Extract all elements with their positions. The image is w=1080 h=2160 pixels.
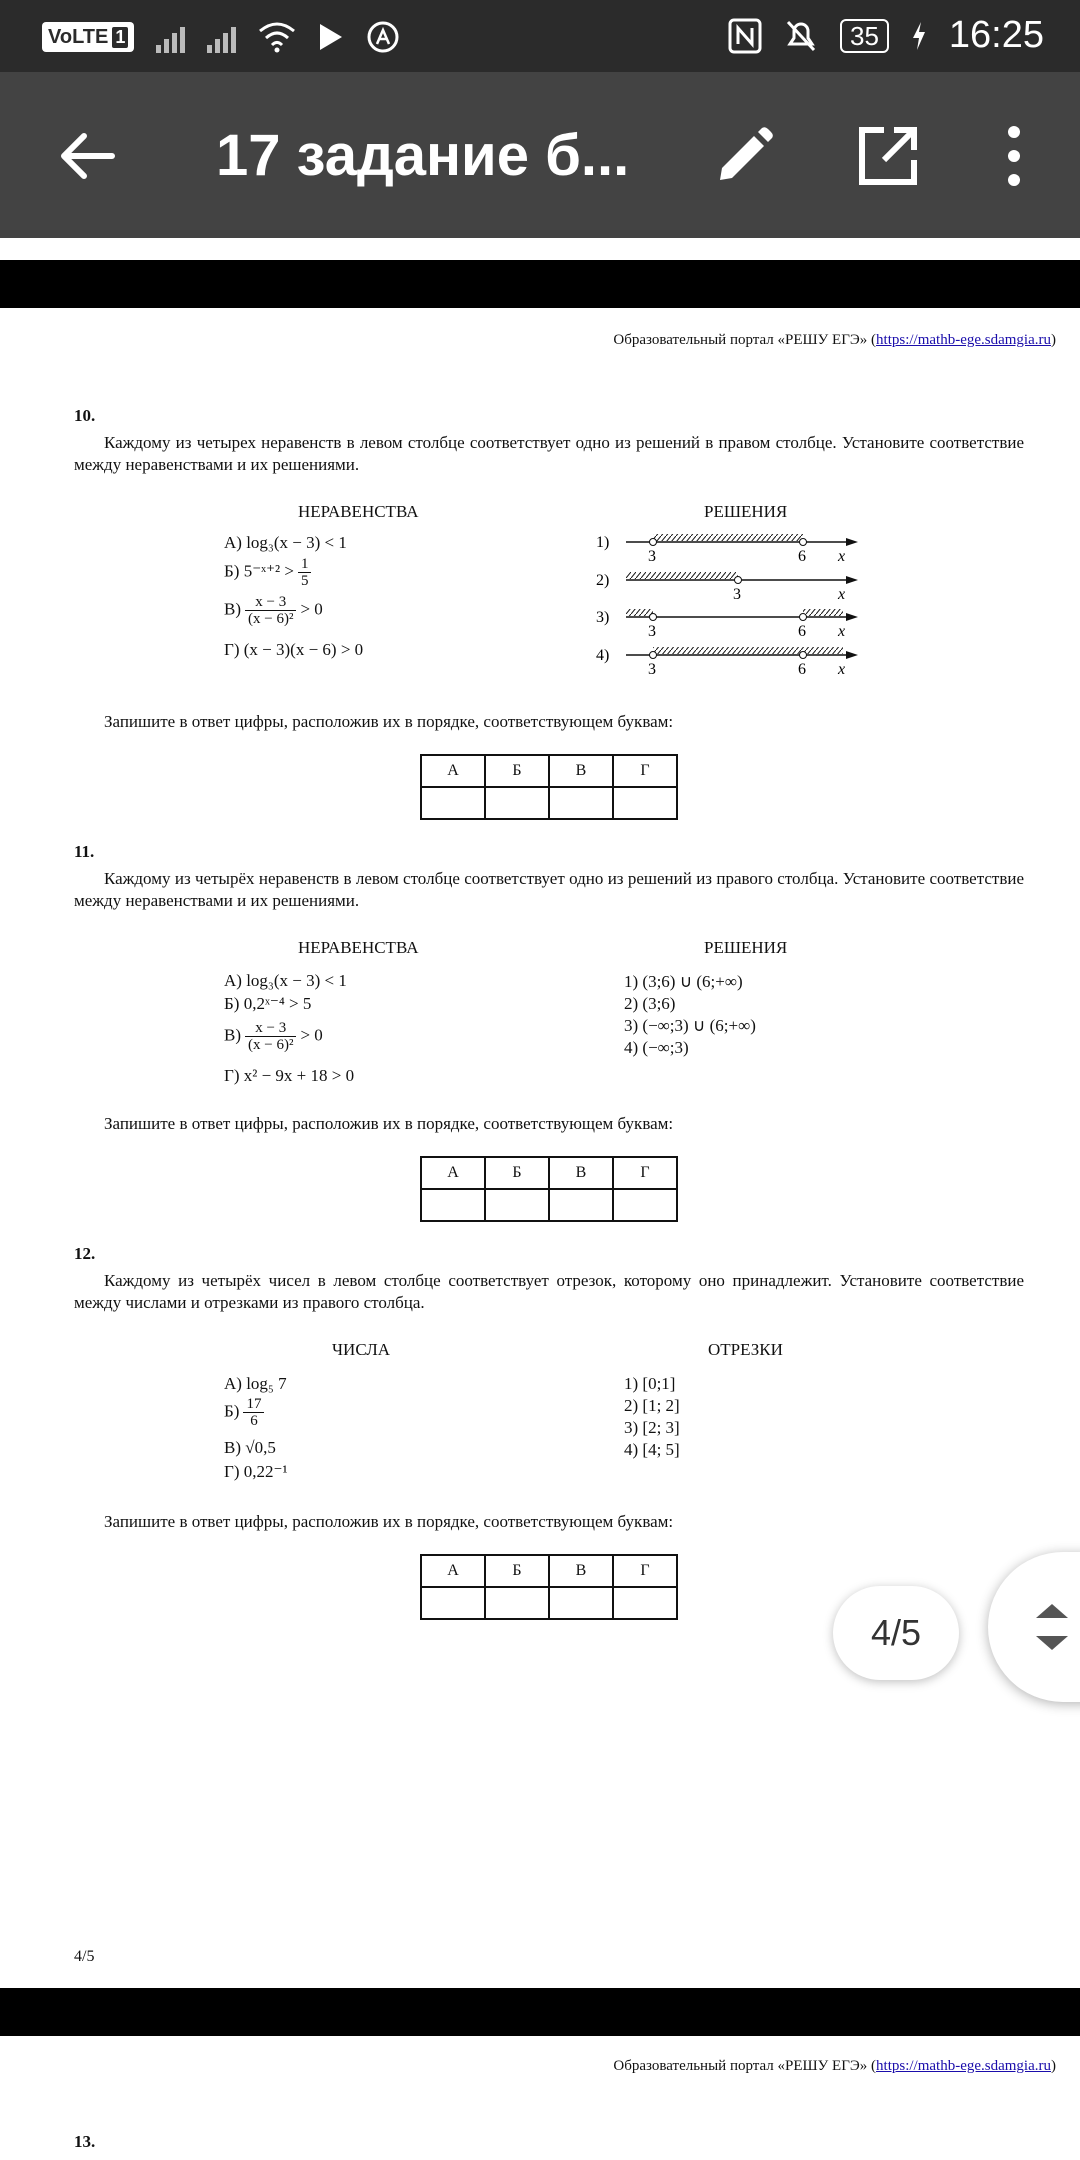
page-separator — [0, 260, 1080, 308]
svg-text:6: 6 — [798, 661, 806, 674]
svg-text:6: 6 — [798, 548, 806, 565]
back-arrow-icon[interactable] — [52, 120, 124, 192]
edit-pencil-icon[interactable] — [712, 124, 776, 188]
pdf-page-next — [0, 2036, 1080, 2160]
q10-text: Каждому из четырех неравенств в левом столбце соответствует одно из решений в правом столбце. Установите соответствие между неравенствами и их решениями. — [74, 433, 1024, 474]
q11-item-a: А) log₃(x − 3) < 1 — [224, 971, 347, 990]
wifi-icon — [258, 21, 296, 53]
q13-number: 13. — [74, 2132, 96, 2151]
q10-number: 10. — [74, 406, 96, 425]
volte-label: VoLTE — [48, 25, 109, 48]
q11-right-head: РЕШЕНИЯ — [704, 938, 788, 957]
header-text: Образовательный портал «РЕШУ ЕГЭ» ( — [613, 332, 877, 348]
signal-2-icon — [207, 21, 236, 53]
charging-icon — [911, 20, 927, 52]
svg-text:x: x — [838, 623, 846, 640]
page-indicator: 4/5 — [833, 1586, 959, 1680]
sol3-label: 3) — [596, 609, 610, 626]
translate-icon — [366, 20, 400, 54]
q11-text: Каждому из четырёх неравенств в левом столбце соответствует одно из решений из правого столбца. Установите соответствие между неравенствами и их решениями. — [74, 869, 1024, 910]
svg-text:x: x — [838, 661, 846, 674]
q10-item-d: Г) (x − 3)(x − 6) > 0 — [224, 640, 364, 659]
q11-item-d: Г) x² − 9x + 18 > 0 — [224, 1066, 355, 1085]
svg-text:3: 3 — [648, 548, 656, 565]
header-link-next[interactable]: https://mathb-ege.sdamgia.ru — [876, 2058, 1051, 2074]
pdf-page — [0, 308, 1080, 1988]
q12-instruction: Запишите в ответ цифры, расположив их в порядке, соответствующем буквам: — [104, 1512, 674, 1531]
page-header — [613, 332, 1056, 349]
q12-left-head: ЧИСЛА — [332, 1340, 391, 1359]
q11-solution-4: 4) (−∞;3) — [624, 1038, 689, 1057]
q12-solution-3: 3) [2; 3] — [624, 1418, 680, 1437]
q12-solution-4: 4) [4; 5] — [624, 1440, 680, 1459]
header-close: ) — [1051, 332, 1056, 348]
q10-right-head: РЕШЕНИЯ — [704, 502, 788, 521]
svg-text:x: x — [838, 548, 846, 565]
play-icon — [318, 22, 344, 52]
q11-number: 11. — [74, 842, 95, 861]
q10-item-a: А) log₃(x − 3) < 1 — [224, 533, 347, 552]
q10-instruction: Запишите в ответ цифры, расположив их в порядке, соответствующем буквам: — [104, 712, 674, 731]
more-vert-icon[interactable] — [996, 122, 1032, 190]
open-external-icon[interactable] — [854, 122, 922, 190]
q10-solutions-number-lines — [596, 524, 886, 674]
svg-text:3: 3 — [648, 661, 656, 674]
q12-item-d: Г) 0,22⁻¹ — [224, 1462, 288, 1481]
q11-item-b: Б) 0,2ˣ⁻⁴ > 5 — [224, 994, 312, 1013]
svg-text:3: 3 — [733, 586, 741, 603]
q12-text: Каждому из четырёх чисел в левом столбце соответствует отрезок, которому оно принадлежит. Установите соответствие между числами и отрезками из правого столбца. — [74, 1271, 1024, 1312]
svg-text:6: 6 — [798, 623, 806, 640]
svg-text:3: 3 — [648, 623, 656, 640]
battery-indicator: 35 — [840, 19, 889, 53]
q11-solution-3: 3) (−∞;3) ∪ (6;+∞) — [624, 1016, 756, 1035]
q12-item-a: А) log₅ 7 — [224, 1374, 287, 1393]
document-title: 17 задание б... — [216, 123, 630, 188]
q11-solution-1: 1) (3;6) ∪ (6;+∞) — [624, 972, 743, 991]
sol1-label: 1) — [596, 534, 610, 551]
page-separator-2 — [0, 1988, 1080, 2036]
q12-right-head: ОТРЕЗКИ — [708, 1340, 783, 1359]
q12-solution-1: 1) [0;1] — [624, 1374, 676, 1393]
sol2-label: 2) — [596, 572, 610, 589]
q12-item-b: Б) $\frac{17}{6}$ — [224, 1396, 268, 1429]
sol4-label: 4) — [596, 647, 610, 664]
q12-item-c: В) √0,5 — [224, 1438, 276, 1457]
header-link[interactable]: https://mathb-ege.sdamgia.ru — [876, 332, 1051, 348]
scroll-updown-icon — [1032, 1596, 1072, 1658]
q10-item-c: В) $\frac{x - 3}{\text{(x − 6)²}}$ > 0 — [224, 594, 323, 627]
q12-number: 12. — [74, 1244, 96, 1263]
svg-text:x: x — [838, 586, 846, 603]
nfc-icon — [728, 18, 762, 54]
q10-left-head: НЕРАВЕНСТВА — [298, 502, 419, 521]
q10-answer-table: А Б В Г — [420, 754, 678, 820]
app-bar — [0, 72, 1080, 238]
q11-instruction: Запишите в ответ цифры, расположив их в порядке, соответствующем буквам: — [104, 1114, 674, 1133]
clock: 16:25 — [948, 14, 1044, 56]
q12-answer-table: А Б В Г — [420, 1554, 678, 1620]
q11-answer-table: А Б В Г — [420, 1156, 678, 1222]
status-bar — [0, 0, 1080, 72]
q11-item-c: В) $\frac{x - 3}{\text{(x − 6)²}}$ > 0 — [224, 1020, 323, 1053]
volte-slot: 1 — [112, 27, 128, 48]
q11-solution-2: 2) (3;6) — [624, 994, 676, 1013]
q12-solution-2: 2) [1; 2] — [624, 1396, 680, 1415]
q10-item-b: Б) 5⁻ˣ⁺² > $\frac{1}{5}$ — [224, 556, 315, 589]
signal-icon — [156, 21, 185, 53]
mute-icon — [784, 18, 818, 54]
page-number: 4/5 — [74, 1948, 95, 1965]
page-header-next: Образовательный портал «РЕШУ ЕГЭ» (https://mathb-ege.sdamgia.ru) — [613, 2058, 1056, 2074]
volte-icon — [42, 22, 134, 52]
q11-left-head: НЕРАВЕНСТВА — [298, 938, 419, 957]
